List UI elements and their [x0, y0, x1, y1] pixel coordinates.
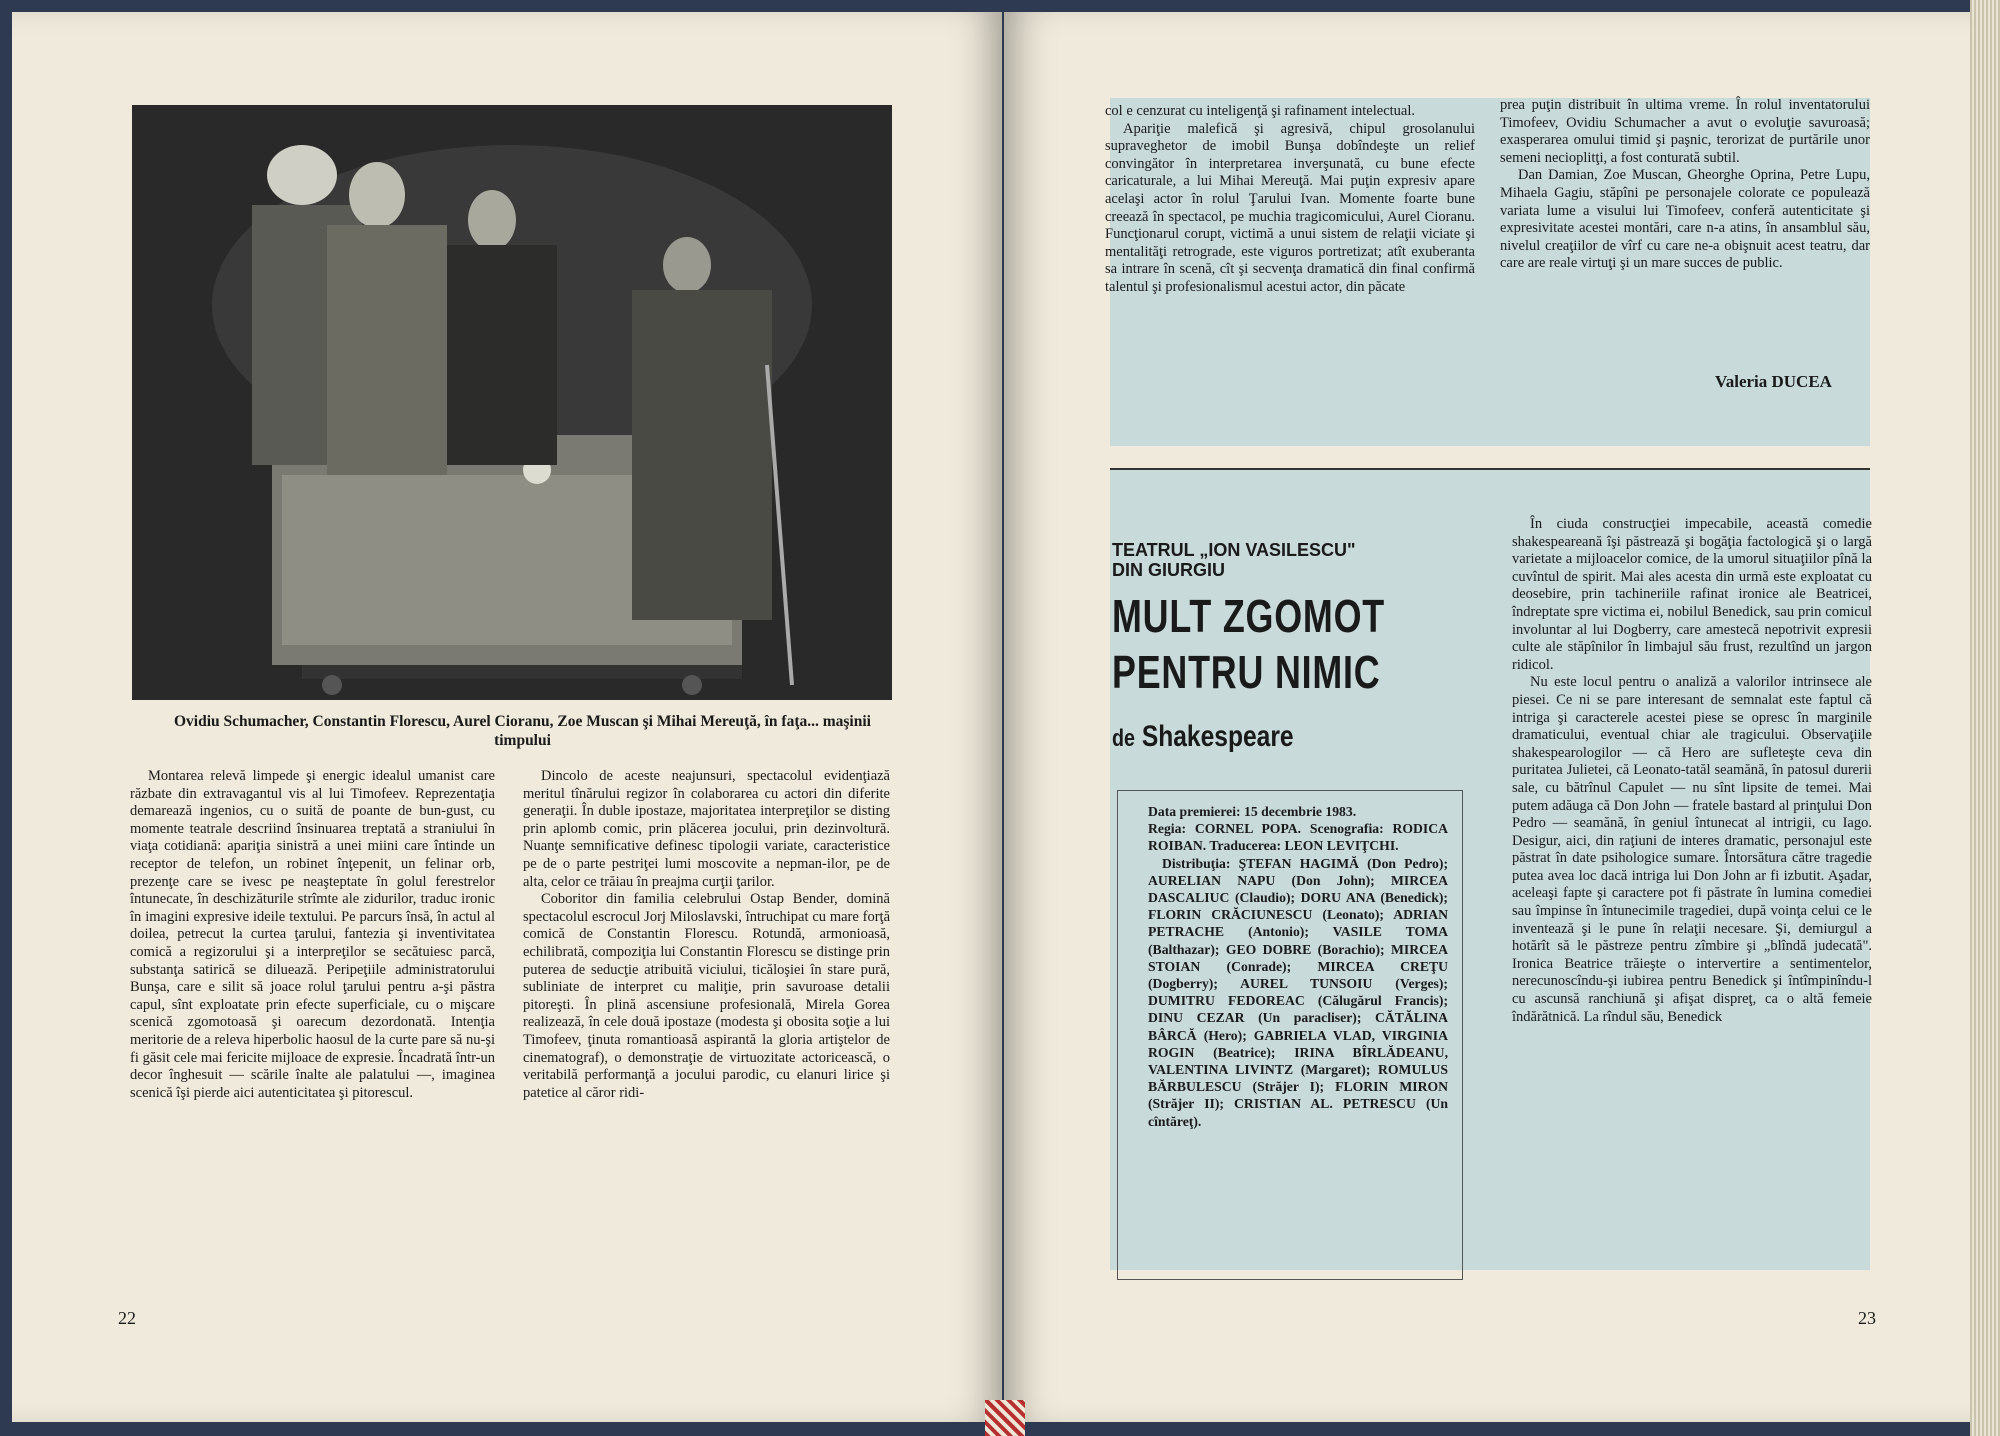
- paragraph: Nu este locul pentru o analiză a valorilor intrinsece ale piesei. Ce ni se pare interesant de semnalat este faptul că intriga şi caracterele acestei piese se opresc în marginile dramaticului, eventual chiar ale tragicului. Observaţiile shakespearologilor — că Hero are sufleteşte ceva din puritatea Julietei, că Leonato-tatăl seamănă, în patosul durerii sale, cu bătrînul Capulet — nu sînt lipsite de temei. Mai putem adăuga că Don John — fratele bastard al prinţului Don Pedro — seamănă, în geniul întunecat al intrigii, cu Iago. Desigur, aici, din raţiuni de interes dramatic, personajul este păstrat în date psihologice sumare. Întorsătura către tragedie putea avea loc dacă intriga lui Don John ar fi izbutit. Aşadar, aceleaşi fapte şi caractere pot fi păstrate în lumina comediei sau împinse în întunecimile tragediei, după voinţa celui ce le inventează şi le pune în relaţii necesare. Şi, demiurgul a hotărît să le păstreze pentru zîmbire şi „blîndă judecată". Ironica Beatrice trăieşte o intervertire a sentimentelor, nerecunoscîndu-şi iubirea pentru Benedick şi întîmpinîndu-l cu ascunsă ranchiună şi afişat dispreţ, ca o altă femeie îndărătnică. La rîndul său, Benedick: [1512, 674, 1872, 1025]
- paragraph: Apariţie malefică şi agresivă, chipul grosolanului supraveghetor de imobil Bunşa dobîndeşte un relief convingător în interpretarea inverşunată, cu bune efecte caricaturale, a lui Mihai Mereuţă. Mai puţin expresiv apare acelaşi actor în rolul Ţarului Ivan. Momente foarte bune creează în spectacol, pe muchia tragicomicului, Aurel Cioranu. Funcţionarul corupt, victimă a unui sistem de relaţii viciate şi mentalităţi retrograde, este viguros portretizat; atît exuberanta sa intrare în scenă, cît şi secvenţa dramatică din final confirmă talentul şi profesionalismul acestui actor, din păcate: [1105, 120, 1475, 295]
- page-edges: [1970, 0, 2000, 1436]
- byline-de: de: [1112, 725, 1135, 752]
- paragraph: prea puţin distribuit în ultima vreme. În rolul inventatorului Timofeev, Ovidiu Schumacher a avut o evoluţie savuroasă; exasperarea omului timid şi paşnic, terorizat de purtările unor semeni necioplitţi, a fost conturată subtil.: [1500, 97, 1870, 166]
- credits-box: [1117, 790, 1463, 1280]
- paragraph: În ciuda construcţiei impecabile, această comedie shakespeareană îşi păstrează şi bogăţia factologică şi o largă varietate a mijloacelor comice, de la umorul situaţiilor pînă la cuvîntul de spirit. Mai ales acesta din urmă este exploatat cu deosebire, prin tachineriile rafinat ironice ale Beatricei, îndreptate spre victima ei, nobilul Benedick, sau prin comicul involuntar al lui Dogberry, care amestecă nepotrivit expresii culte ale stăpînilor în limbajul său frust, rezultînd un jargon ridicol.: [1512, 516, 1872, 673]
- author-signature: Valeria DUCEA: [1715, 372, 1832, 391]
- right-top-column-2: [1500, 97, 1870, 273]
- byline: [1112, 720, 1294, 754]
- paragraph: col e cenzurat cu inteligenţă şi rafinament intelectual.: [1105, 103, 1415, 119]
- credits-crew: Regia: CORNEL POPA. Scenografia: RODICA ROIBAN. Traducerea: LEON LEVIŢCHI.: [1148, 821, 1448, 854]
- play-title: [1112, 588, 1385, 700]
- theatre-line-2: DIN GIURGIU: [1112, 560, 1226, 580]
- photo-caption: Ovidiu Schumacher, Constantin Florescu, Aurel Cioranu, Zoe Muscan şi Mihai Mereuţă, în faţa... maşinii timpului: [174, 713, 871, 749]
- byline-author: Shakespeare: [1141, 720, 1294, 753]
- right-top-column-1: [1105, 103, 1475, 297]
- paragraph: Dincolo de aceste neajunsuri, spectacolul evidenţiază meritul tînărului regizor în colaborarea cu actori din diferite generaţii. În duble ipostaze, majoritatea interpreţilor se disting prin aplomb comic, prin plăcerea jocului, prin dezinvoltură. Nuanţe semnificative definesc tipologii variate, caracteristice pe de o parte pestriţei lumi moscovite a nepman-ilor, pe de alta, celor ce trăiau în preajma curţii ţarilor.: [523, 768, 890, 890]
- credits-premiere: Data premierei: 15 decembrie 1983.: [1148, 804, 1357, 819]
- left-column-1: [130, 768, 495, 1102]
- left-column-2: [523, 768, 890, 1102]
- title-line-2: PENTRU NIMIC: [1112, 646, 1381, 698]
- theatre-heading: [1112, 540, 1356, 580]
- credits-cast: Distribuţia: ŞTEFAN HAGIMĂ (Don Pedro); AURELIAN NAPU (Don John); MIRCEA DASCALIUC (Claudio); DORU ANA (Benedick); FLORIN CRĂCIUNESCU (Leonato); ADRIAN PETRACHE (Antonio); VASILE TOMA (Balthazar); GEO DOBRE (Borachio); MIRCEA STOIAN (Conrade); MIRCEA CREŢU (Dogberry); AUREL TUNSOIU (Verges); DUMITRU FEDOREAC (Călugărul Francis); DINU CEZAR (Un paracliser); CĂTĂLINA BÂRCĂ (Hero); GABRIELA VLAD, VIRGINIA ROGIN (Beatrice); IRINA BÎRLĂDEANU, VALENTINA LIVINTZ (Margaret); ROMULUS BĂRBULESCU (Străjer I); FLORIN MIRON (Străjer II); CRISTIAN AL. PETRESCU (Un cîntăreţ).: [1148, 855, 1448, 1129]
- title-line-1: MULT ZGOMOT: [1112, 590, 1385, 642]
- paragraph: Montarea relevă limpede şi energic idealul umanist care răzbate din extravagantul vis al lui Timofeev. Reprezentaţia demarează ingenios, cu o suită de poante de bun-gust, cu momente teatrale descriind însinuarea treptată a straniului în viaţa cotidiană: apariţia sinistră a unei miini care întinde un receptor de telefon, un robinet înţepenit, un felinar orb, prezenţe care se ivesc pe neaşteptate în golul ferestrelor întunecate, în deschizăturile strîmte ale zidurilor, traduc ironic în imagini expresive ideile textului. Pe parcurs însă, în actul al doilea, petrecut la curtea ţarului, fantezia şi inventivitatea comică a regizorului şi a interpreţilor se secătuiesc parcă, substanţa satirică se diluează. Peripeţiile administratorului Bunşa, care e silit să joace rolul ţarului pentru a-şi păstra capul, sînt exploatate prin efecte superficiale, cu o mişcare scenică zgomotoasă şi oarecum dezordonată. Intenţia meritorie de a releva hiperbolic haosul de la curte pare să nu-şi fi găsit cele mai fericite mijloace de expresie. Încadrată într-un decor înghesuit — scările înalte ale palatului —, imaginea scenică îşi pierde aici autenticitatea şi pitorescul.: [130, 768, 495, 1101]
- paragraph: Coboritor din familia celebrului Ostap Bender, domină spectacolul escrocul Jorj Miloslavski, întruchipat cu mare forţă comică de Constantin Florescu. Rotundă, armonioasă, echilibrată, compoziţia lui Constantin Florescu se distinge prin puterea de seducţie atribuită viciului, ticăloşiei în stare pură, subliniate de interpret cu maliţie, prin savuroase detalii pitoreşti. În plină ascensiune profesională, Mirela Gorea realizează, în cele două ipostaze (modesta şi obosita soţie a lui Timofeev, ţinuta romantioasă aspirantă la gloria artiştelor de cinematograf), o demonstraţie de virtuozitate actoricească, o veritabilă performanţă a jocului parodic, cu elanuri lirice şi patetice al căror ridi-: [523, 891, 890, 1101]
- binding-stitch: [985, 1400, 1025, 1436]
- page-number-right: 23: [1858, 1308, 1876, 1328]
- theatre-line-1: TEATRUL „ION VASILESCU": [1112, 540, 1356, 560]
- page-number-left: 22: [118, 1308, 136, 1328]
- paragraph: Dan Damian, Zoe Muscan, Gheorghe Oprina, Petre Lupu, Mihaela Gagiu, stăpîni pe personajele colorate ce populează variata lume a visului lui Timofeev, conferă autenticitate şi expresivitate acestei montări, care n-a atins, în ansamblul său, nivelul creaţiilor de vîrf cu care ne-a obişnuit acest teatru, dar care are reale virtuţi şi un mare succes de public.: [1500, 167, 1870, 272]
- review-column: [1512, 516, 1872, 1026]
- stage-photo: [132, 105, 892, 700]
